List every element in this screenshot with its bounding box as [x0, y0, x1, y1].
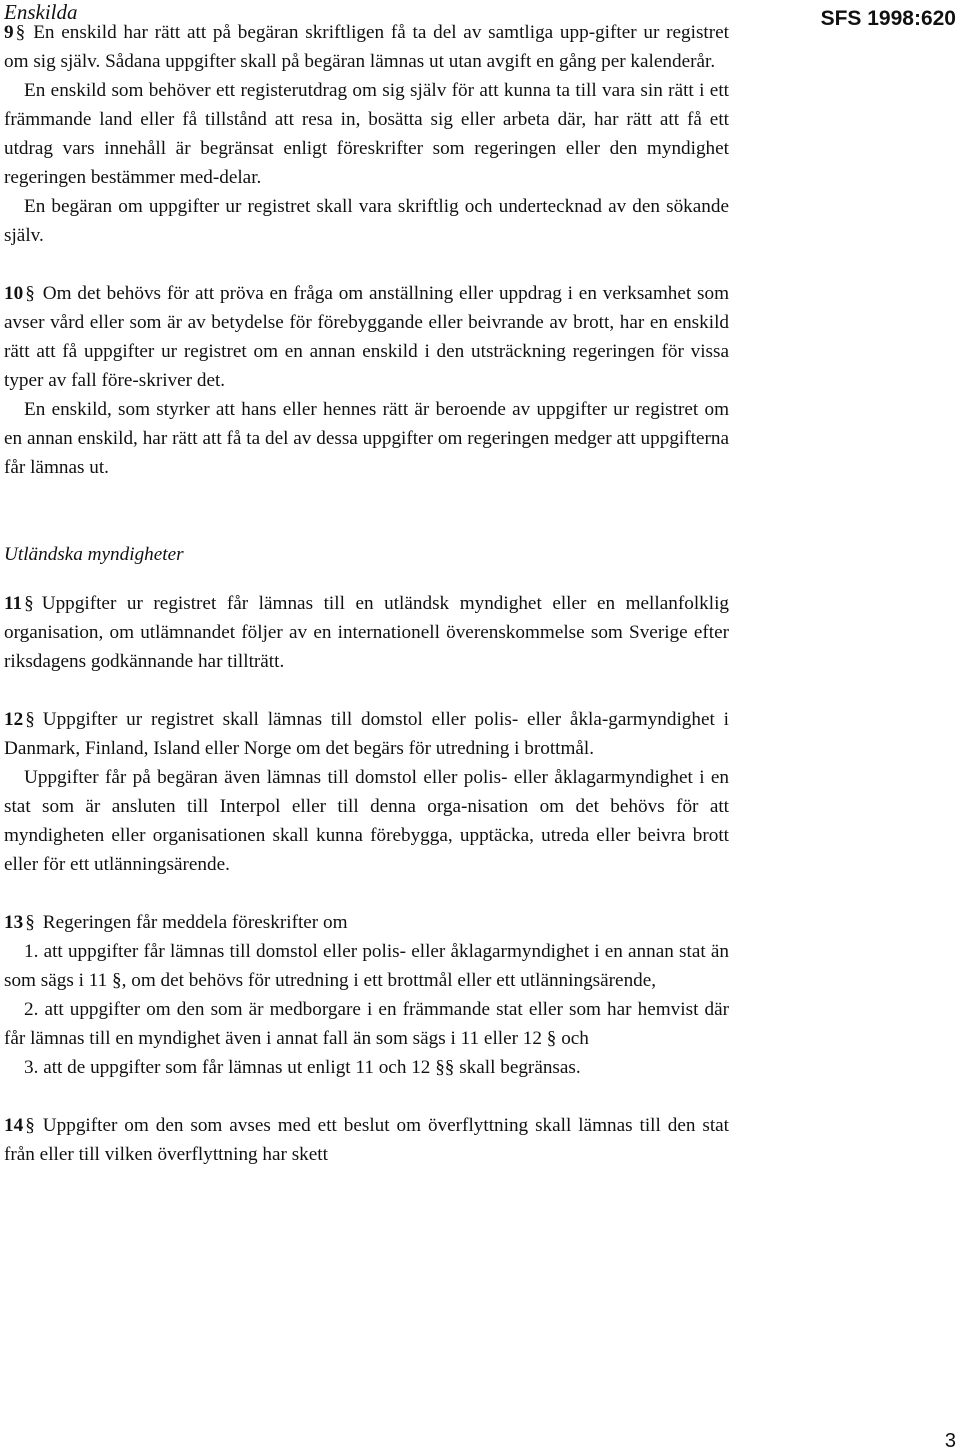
paragraph-number: 14	[4, 1115, 24, 1136]
paragraph-10-part-2: En enskild, som styrker att hans eller hennes rätt är beroende av uppgifter ur registret om en annan enskild, har rätt att få ta del av dessa uppgifter om regeringen medger att uppgifterna får lämnas ut.	[4, 399, 729, 478]
paragraph-number: 12	[4, 709, 24, 730]
paragraph-text: Regeringen får meddela föreskrifter om	[42, 912, 348, 933]
running-header-section: Enskilda	[4, 0, 78, 24]
paragraph-9	[4, 18, 729, 76]
paragraph-text: Uppgifter om den som avses med ett beslut om överflyttning skall lämnas till den stat från eller till vilken överflyttning har skett	[4, 1115, 729, 1165]
paragraph-number: 10	[4, 283, 24, 304]
paragraph-9-part-3: En begäran om uppgifter ur registret skall vara skriftlig och undertecknad av den sökande själv.	[4, 196, 729, 246]
list-item-1: 1. att uppgifter får lämnas till domstol eller polis- eller åklagarmyndighet i en annan stat än som sägs i 11 §, om det behövs för utredning i ett brottmål eller ett utlänningsärende,	[4, 941, 729, 991]
paragraph-number: 9	[4, 22, 14, 43]
document-body	[4, 18, 729, 1169]
page-number: 3	[944, 1430, 956, 1452]
section-sign: §§	[435, 1057, 455, 1078]
paragraph-9-part-2: En enskild som behöver ett registerutdrag om sig själv för att kunna ta till vara sin rätt i ett främmande land eller få tillstånd att resa in, bosätta sig eller arbeta där, har rätt att få ett utdrag vars innehåll är begränsat enligt föreskrifter som regeringen eller den myndighet regeringen bestämmer med-delar.	[4, 80, 729, 188]
paragraph-text: Uppgifter ur registret får lämnas till en utländsk myndighet eller en mellanfolklig organisation, om utlämnandet följer av en internationell överenskommelse som Sverige efter riksdagens godkännande har tillträtt.	[4, 593, 729, 672]
paragraph-10	[4, 279, 729, 395]
list-item-3: 3. att de uppgifter som får lämnas ut enligt 11 och 12 §§ skall begränsas.	[24, 1057, 581, 1078]
section-sign: §	[112, 970, 122, 991]
section-sign: §	[24, 593, 34, 614]
list-item-2: 2. att uppgifter om den som är medborgare i en främmande stat eller som har hemvist där får lämnas till en myndighet även i annat fall än som sägs i 11 eller 12 § och	[4, 999, 729, 1049]
section-sign: §	[25, 912, 35, 933]
paragraph-14	[4, 1111, 729, 1169]
paragraph-text: En enskild har rätt att på begäran skriftligen få ta del av samtliga upp-gifter ur registret om sig själv. Sådana uppgifter skall på begäran lämnas ut utan avgift en gång per kalenderår.	[4, 22, 729, 72]
paragraph-12-part-2: Uppgifter får på begäran även lämnas till domstol eller polis- eller åklagarmyndighet i en stat som är ansluten till Interpol eller till denna orga-nisation om det behövs för att myndigheten eller organisationen skall kunna förebygga, upptäcka, utreda eller beivra brott eller för ett utlänningsärende.	[4, 767, 729, 875]
section-sign: §	[25, 709, 35, 730]
running-header-sfs-number: SFS 1998:620	[820, 7, 956, 30]
section-heading: Utländska myndigheter	[4, 544, 184, 565]
section-sign: §	[25, 1115, 35, 1136]
paragraph-text: Om det behövs för att pröva en fråga om anställning eller uppdrag i en verksamhet som avser vård eller som är av betydelse för förebyggande eller beivrande av brott, har en enskild rätt att få uppgifter ur registret om en annan enskild i den utsträckning regeringen för vissa typer av fall före-skriver det.	[4, 283, 729, 391]
section-sign: §	[546, 1028, 557, 1049]
paragraph-13	[4, 908, 729, 937]
paragraph-number: 13	[4, 912, 24, 933]
paragraph-11	[4, 589, 729, 676]
section-sign: §	[25, 283, 35, 304]
paragraph-text: Uppgifter ur registret skall lämnas till domstol eller polis- eller åkla-garmyndighet i Danmark, Finland, Island eller Norge om det begärs för utredning i brottmål.	[4, 709, 729, 759]
paragraph-12	[4, 705, 729, 763]
section-sign: §	[15, 22, 26, 43]
paragraph-number: 11	[4, 593, 23, 614]
